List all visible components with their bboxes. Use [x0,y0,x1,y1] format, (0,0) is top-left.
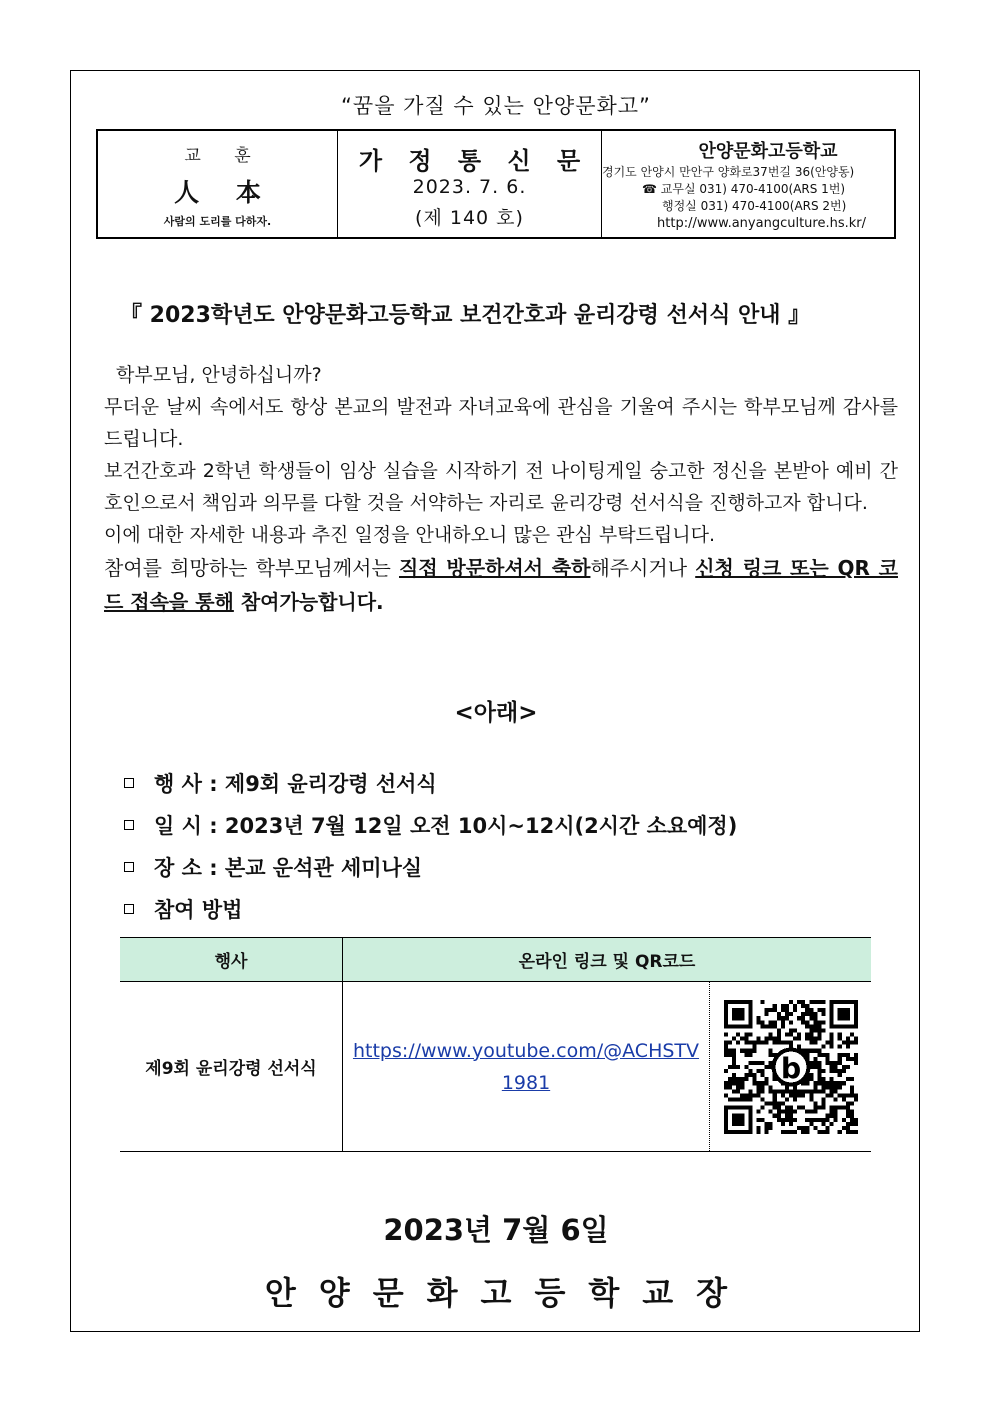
details-list [124,762,737,930]
detail-item-datetime [124,804,737,846]
checkbox-icon [124,778,134,788]
table-header-link: 온라인 링크 및 QR코드 [343,938,872,982]
detail-item-event [124,762,737,804]
svg-text:b: b [780,1051,801,1085]
newsletter-issue: (제 140 호) [415,207,524,229]
school-contact [602,164,888,215]
p4-visit: 직접 방문하셔서 축하 [399,556,591,580]
school-phone-1: ☎ 교무실 031) 470-4100(ARS 1번) [642,182,846,196]
paragraph-2: 보건간호과 2학년 학생들이 임상 실습을 시작하기 전 나이팅게일 숭고한 정신을 본받아 예비 간호인으로서 책임과 의무를 다할 것을 서약하는 자리로 윤리강령 선서식을 진행하고자 합니다. [104,460,898,514]
motto-main: 人 本 [174,178,275,207]
detail-item-label: 장 소 : 본교 운석관 세미나실 [154,856,423,880]
table-header-event: 행사 [120,938,343,982]
motto-sub: 사람의 도리를 다하자. [163,215,272,228]
table-header-row [120,938,871,982]
checkbox-icon [124,820,134,830]
motto-cell [98,131,338,237]
p4-text-c: 해주시거나 [590,556,696,580]
qr-code-icon[interactable] [724,1000,858,1134]
youtube-link[interactable]: https://www.youtube.com/@ACHSTV1981 [352,1039,700,1094]
detail-item-label: 참여 방법 [154,898,243,922]
school-phone-2: 행정실 031) 470-4100(ARS 2번) [662,199,847,213]
table-cell-link [343,982,710,1152]
p4-online: 신청 링크 또는 QR 코드 접속을 통해 [104,556,898,614]
detail-item-location [124,846,737,888]
paragraph-3: 이에 대한 자세한 내용과 추진 일정을 안내하오니 많은 관심 부탁드립니다. [104,524,716,546]
footer-signature: 안양문화고등학교장 [264,1274,751,1312]
notice-body [104,359,898,619]
footer-date: 2023년 7월 6일 [383,1213,609,1247]
header-table [96,129,896,239]
participation-table [120,937,871,1152]
school-address: 경기도 안양시 만안구 양화로37번길 36(안양동) [602,165,855,179]
table-cell-qr [710,982,872,1152]
newsletter-title: 가 정 통 신 문 [358,147,590,175]
table-cell-event: 제9회 윤리강령 선서식 [120,982,343,1152]
detail-item-method [124,888,737,930]
school-name: 안양문화고등학교 [698,141,838,162]
school-motto: “꿈을 가질 수 있는 안양문화고” [341,94,651,118]
newsletter-cell [338,131,602,237]
checkbox-icon [124,904,134,914]
greeting: 학부모님, 안녕하십니까? [116,364,322,386]
table-row [120,982,871,1152]
checkbox-icon [124,862,134,872]
detail-item-label: 행 사 : 제9회 윤리강령 선서식 [154,772,437,796]
notice-title: 『 2023학년도 안양문화고등학교 보건간호과 윤리강령 선서식 안내 』 [120,303,811,328]
p4-text-e: 참여가능합니다. [233,590,384,614]
p4-text-a: 참여를 희망하는 학부모님께서는 [104,556,399,580]
section-heading: <아래> [454,700,538,726]
motto-label: 교 훈 [184,146,265,166]
school-info-cell [602,131,894,237]
school-url[interactable]: http://www.anyangculture.hs.kr/ [657,216,866,231]
paragraph-1: 무더운 날씨 속에서도 항상 본교의 발전과 자녀교육에 관심을 기울여 주시는 학부모님께 감사를 드립니다. [104,396,898,450]
detail-item-label: 일 시 : 2023년 7월 12일 오전 10시~12시(2시간 소요예정) [154,814,738,838]
newsletter-date: 2023. 7. 6. [412,176,527,198]
paragraph-4 [104,551,898,619]
